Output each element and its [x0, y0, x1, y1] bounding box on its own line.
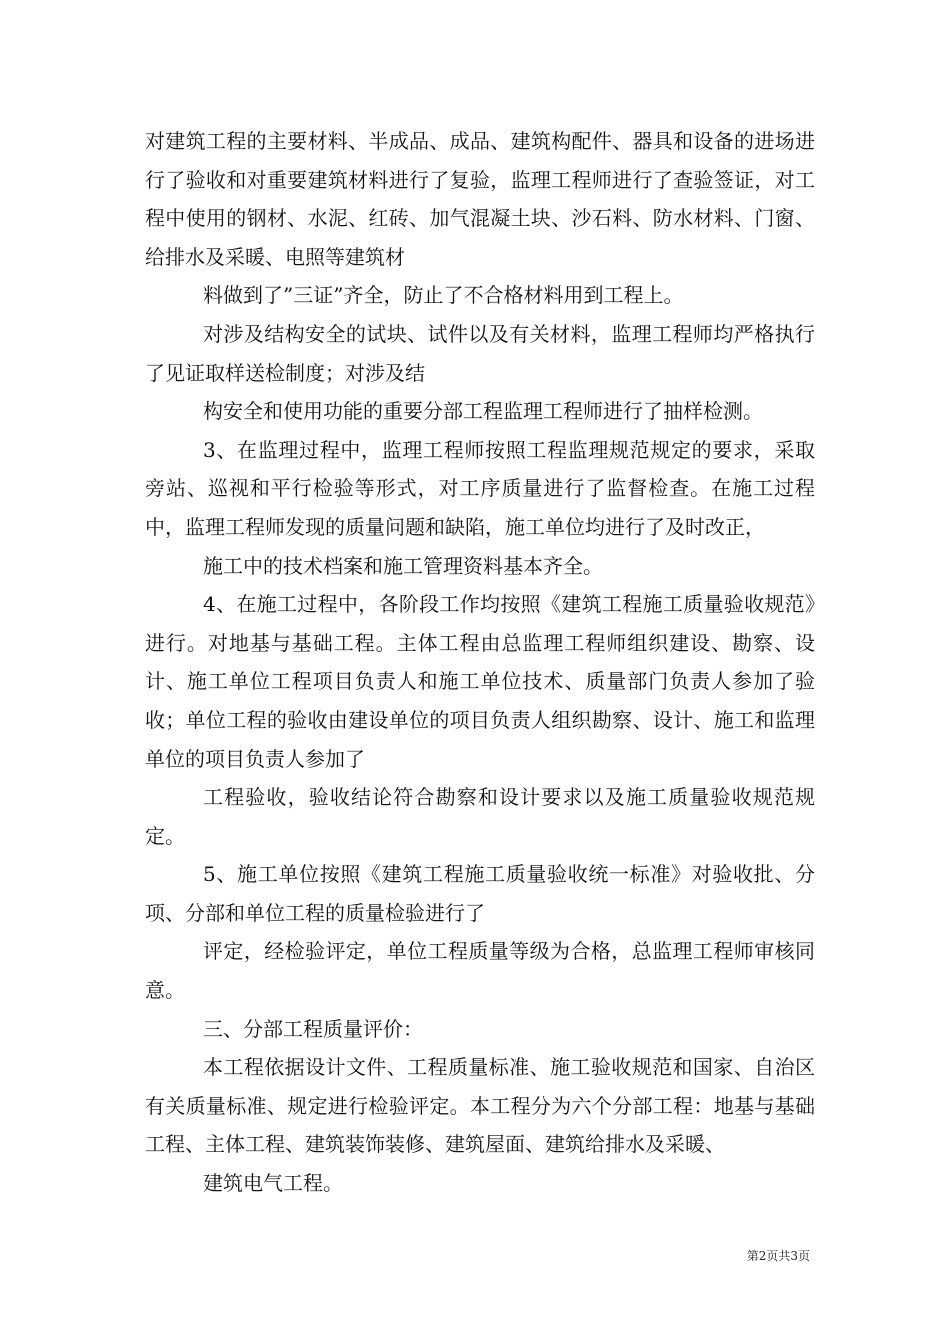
paragraph-3: 对涉及结构安全的试块、试件以及有关材料，监理工程师均严格执行了见证取样送检制度；对涉及结 — [145, 321, 815, 385]
page-number: 第2页共3页 — [746, 1249, 810, 1263]
paragraph-9: 5、施工单位按照《建筑工程施工质量验收统一标准》对验收批、分项、分部和单位工程的质量检验进行了 — [145, 862, 815, 925]
paragraph-10: 评定，经检验评定，单位工程质量等级为合格，总监理工程师审核同意。 — [145, 939, 815, 1003]
paragraph-13: 建筑电气工程。 — [203, 1171, 343, 1196]
paragraph-7: 4、在施工过程中，各阶段工作均按照《建筑工程施工质量验收规范》进行。对地基与基础工程。主体工程由总监理工程师组织建设、勘察、设计、施工单位工程项目负责人和施工单位技术、质量部门负责人参加了验收；单位工程的验收由建设单位的项目负责人组织勘察、设计、施工和监理单位的项目负责人参加了 — [145, 592, 815, 771]
paragraph-8: 工程验收，验收结论符合勘察和设计要求以及施工质量验收规范规定。 — [145, 785, 815, 848]
section-heading: 三、分部工程质量评价： — [203, 1016, 423, 1041]
paragraph-12: 本工程依据设计文件、工程质量标准、施工验收规范和国家、自治区有关质量标准、规定进行检验评定。本工程分为六个分部工程：地基与基础工程、主体工程、建筑装饰装修、建筑屋面、建筑给排水及采暖、 — [145, 1055, 815, 1157]
paragraph-2: 料做到了”三证”齐全，防止了不合格材料用到工程上。 — [203, 283, 684, 308]
paragraph-6: 施工中的技术档案和施工管理资料基本齐全。 — [203, 553, 603, 578]
paragraph-5: 3、在监理过程中，监理工程师按照工程监理规范规定的要求，采取旁站、巡视和平行检验等形式，对工序质量进行了监督检查。在施工过程中，监理工程师发现的质量问题和缺陷，施工单位均进行了及时改正， — [145, 437, 815, 539]
paragraph-1: 对建筑工程的主要材料、半成品、成品、建筑构配件、器具和设备的进场进行了验收和对重要建筑材料进行了复验，监理工程师进行了查验签证，对工程中使用的钢材、水泥、红砖、加气混凝土块、沙石料、防水材料、门窗、给排水及采暖、电照等建筑材 — [145, 129, 815, 269]
document-body — [145, 122, 815, 1203]
paragraph-4: 构安全和使用功能的重要分部工程监理工程师进行了抽样检测。 — [203, 399, 763, 424]
